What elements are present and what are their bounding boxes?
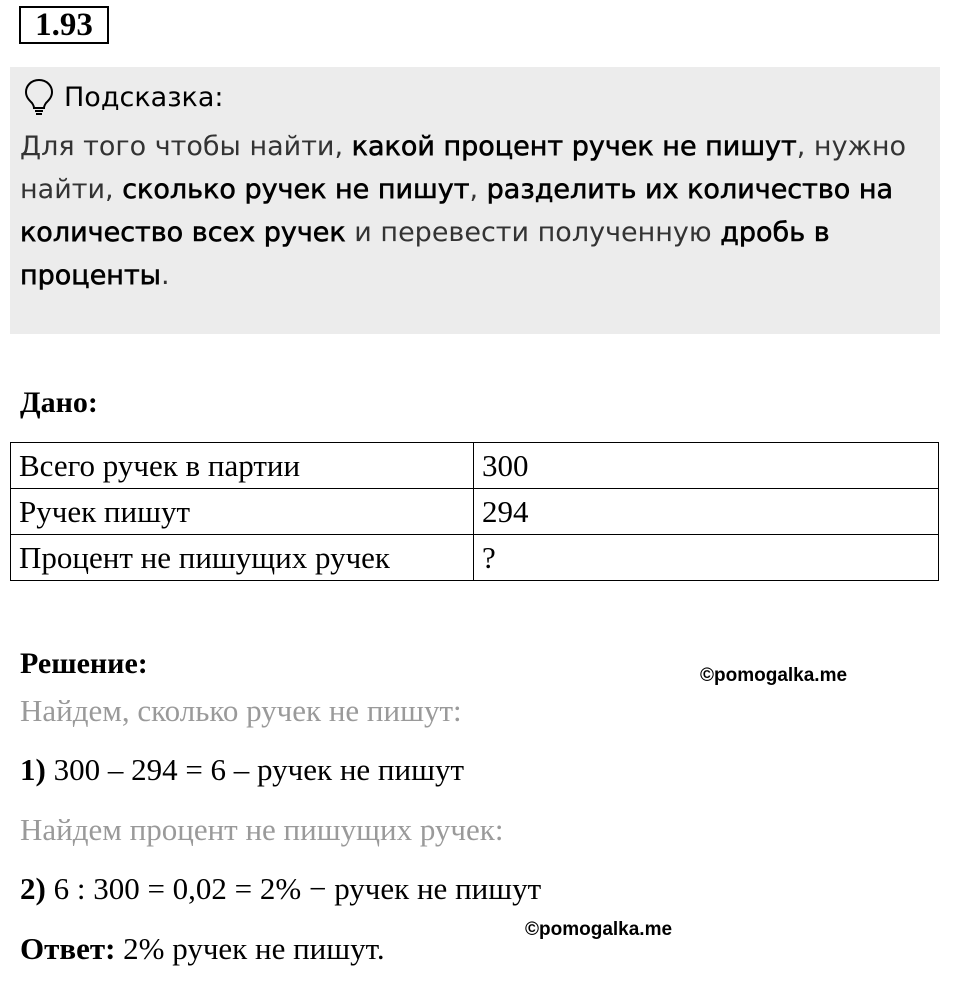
step1-line: [20, 752, 464, 788]
hint-emphasis: разделить их количество на количество всех ручек: [20, 174, 894, 248]
answer-line: [20, 931, 385, 967]
hint-text-part: ,: [469, 174, 487, 205]
hint-emphasis: какой процент ручек не пишут: [351, 131, 797, 162]
hint-text-part: Для того чтобы найти,: [20, 131, 352, 162]
given-value: 294: [474, 489, 939, 535]
given-label: Всего ручек в партии: [11, 443, 474, 489]
table-row: [11, 443, 939, 489]
step-number: 1): [20, 752, 46, 787]
step-text: 6 : 300 = 0,02 = 2% − ручек не пишут: [45, 871, 542, 906]
step-text: 300 – 294 = 6 – ручек не пишут: [45, 752, 465, 787]
problem-number: 1.93: [19, 6, 109, 44]
given-title: Дано:: [20, 386, 98, 419]
given-table: [10, 442, 939, 581]
step-number: 2): [20, 871, 46, 906]
step2-line: [20, 871, 541, 907]
answer-label: Ответ:: [20, 931, 116, 966]
hint-header: [24, 77, 224, 117]
given-label: Ручек пишут: [11, 489, 474, 535]
table-row: [11, 489, 939, 535]
given-value: ?: [474, 535, 939, 581]
table-row: [11, 535, 939, 581]
answer-text: 2% ручек не пишут.: [115, 931, 385, 966]
hint-title: Подсказка:: [64, 81, 224, 113]
watermark: ©pomogalka.me: [700, 665, 848, 686]
hint-text-part: .: [161, 260, 170, 291]
hint-emphasis: сколько ручек не пишут: [122, 174, 470, 205]
hint-text-part: и перевести полученную: [345, 217, 721, 248]
given-value: 300: [474, 443, 939, 489]
hint-box: [10, 67, 940, 334]
hint-text: [20, 125, 925, 297]
lightbulb-icon: [24, 78, 54, 116]
step1-intro: Найдем, сколько ручек не пишут:: [20, 693, 462, 728]
given-label: Процент не пишущих ручек: [11, 535, 474, 581]
step2-intro: Найдем процент не пишущих ручек:: [20, 812, 504, 847]
hint-text-part: , нужно найти,: [20, 131, 907, 205]
watermark: ©pomogalka.me: [525, 919, 673, 940]
solution-title: Решение:: [20, 647, 148, 680]
hint-emphasis: дробь в проценты: [20, 217, 830, 291]
